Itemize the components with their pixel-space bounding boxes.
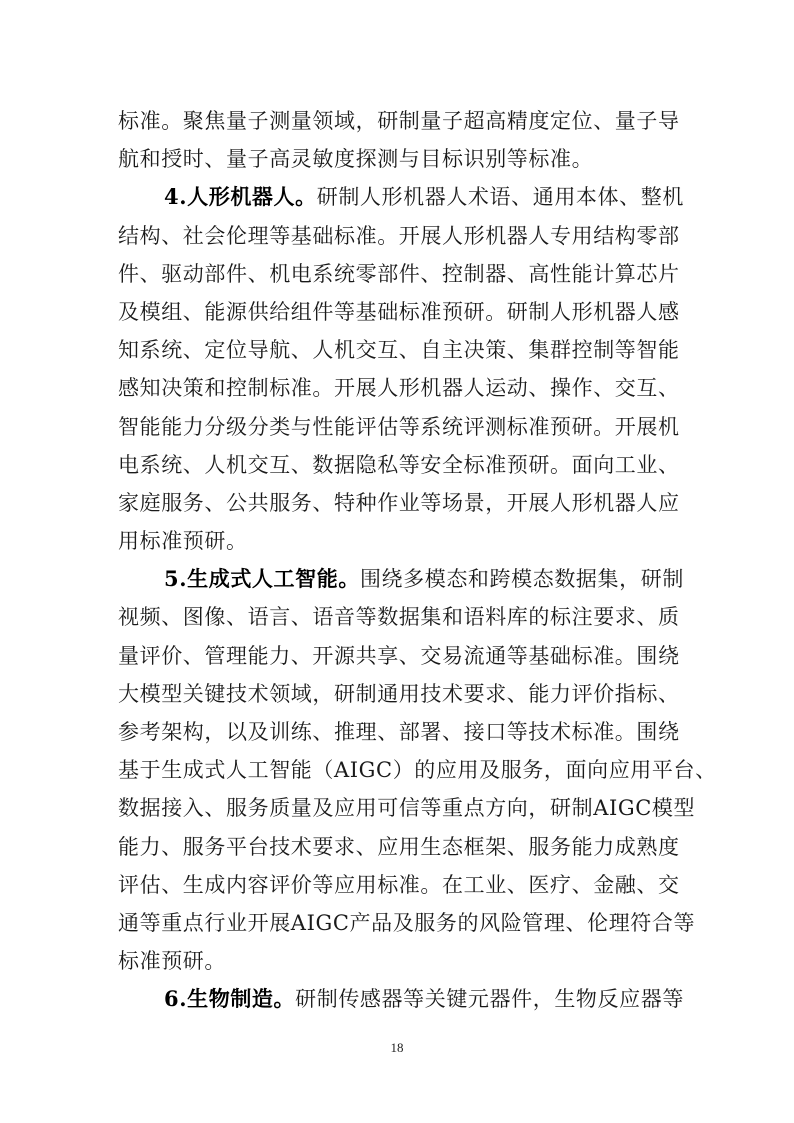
text-line: 标准。聚焦量子测量领域，研制量子超高精度定位、量子导	[118, 109, 680, 133]
section-heading-line	[118, 560, 684, 598]
text-line: 用标准预研。	[118, 529, 248, 554]
text-line: 评估、生成内容评价等应用标准。在工业、医疗、金融、交	[118, 872, 680, 897]
text-line: 参考架构，以及训练、推理、部署、接口等技术标准。围绕	[118, 720, 680, 744]
text-line: 智能能力分级分类与性能评估等系统评测标准预研。开展机	[118, 414, 680, 439]
text-line: 感知决策和控制标准。开展人形机器人运动、操作、交互、	[118, 376, 680, 401]
section-heading-line	[118, 980, 684, 1018]
text-line: 能力、服务平台技术要求、应用生态框架、服务能力成熟度	[118, 834, 680, 859]
text-line: 知系统、定位导航、人机交互、自主决策、集群控制等智能	[118, 338, 680, 363]
text-run: 研制传感器等关键元器件，生物反应器等	[295, 987, 684, 1012]
text-line: 大模型关键技术领域，研制通用技术要求、能力评价指标、	[118, 681, 680, 706]
text-line: 视频、图像、语言、语音等数据集和语料库的标注要求、质	[118, 605, 680, 630]
section-heading-bio-manufacturing: 6.生物制造。	[164, 986, 296, 1012]
text-line: 结构、社会伦理等基础标准。开展人形机器人专用结构零部	[118, 223, 680, 248]
text-line: 量评价、管理能力、开源共享、交易流通等基础标准。围绕	[118, 643, 680, 668]
body-text	[118, 102, 717, 1019]
section-heading-generative-ai: 5.生成式人工智能。	[164, 566, 360, 592]
text-line: 数据接入、服务质量及应用可信等重点方向，研制AIGC模型	[118, 796, 696, 821]
section-heading-humanoid-robots: 4.人形机器人。	[164, 184, 317, 210]
text-run: 围绕多模态和跨模态数据集，研制	[359, 567, 684, 592]
text-line: 通等重点行业开展AIGC产品及服务的风险管理、伦理符合等	[118, 910, 696, 935]
text-line: 电系统、人机交互、数据隐私等安全标准预研。面向工业、	[118, 452, 680, 477]
section-heading-line	[118, 178, 684, 216]
text-line: 及模组、能源供给组件等基础标准预研。研制人形机器人感	[118, 299, 680, 324]
text-line: 标准预研。	[118, 949, 226, 974]
text-line: 航和授时、量子高灵敏度探测与目标识别等标准。	[118, 147, 594, 172]
text-line: 基于生成式人工智能（AIGC）的应用及服务，面向应用平台、	[118, 758, 717, 783]
page-number: 18	[390, 1040, 404, 1055]
text-line: 家庭服务、公共服务、特种作业等场景，开展人形机器人应	[118, 490, 680, 515]
text-line: 件、驱动部件、机电系统零部件、控制器、高性能计算芯片	[118, 261, 680, 286]
text-run: 研制人形机器人术语、通用本体、整机	[316, 185, 684, 210]
